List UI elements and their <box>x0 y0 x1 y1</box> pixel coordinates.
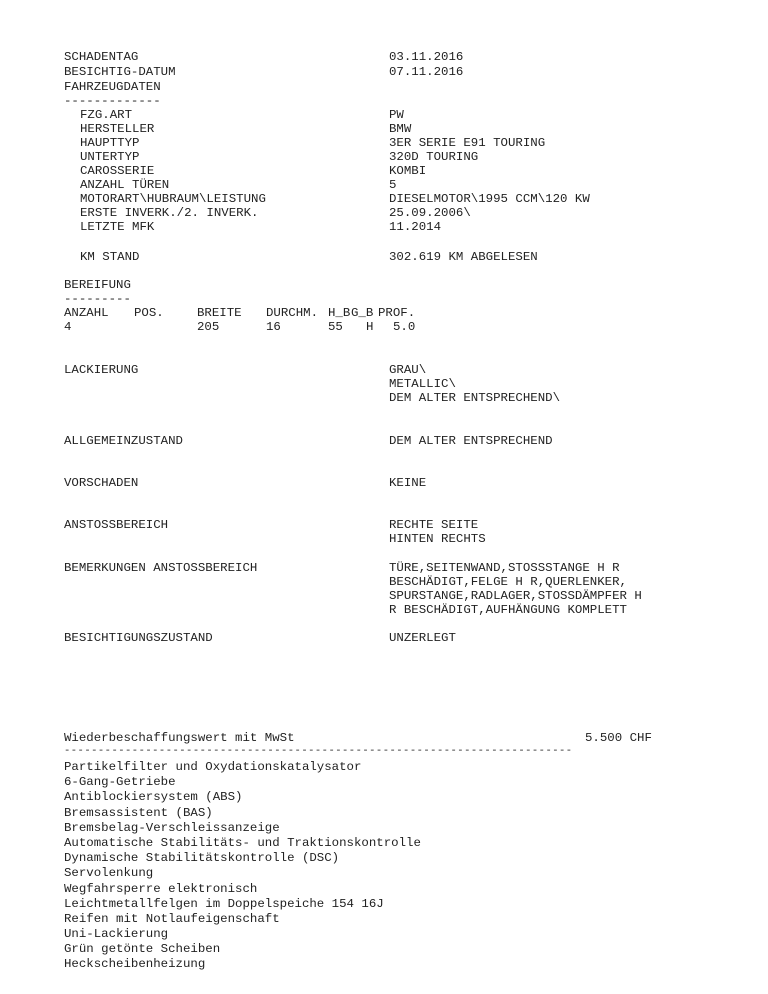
vehicle-label: LETZTE MFK <box>80 220 155 234</box>
tire-col-breite: BREITE <box>197 306 242 320</box>
vehicle-label: CAROSSERIE <box>80 164 155 178</box>
anstossbereich-line: HINTEN RECHTS <box>389 532 486 546</box>
vehicle-value: 11.2014 <box>389 220 442 234</box>
equipment-item: Dynamische Stabilitätskontrolle (DSC) <box>64 851 340 866</box>
tire-gb-value: H <box>366 320 374 334</box>
vorschaden-label: VORSCHADEN <box>64 476 139 490</box>
schadentag-value: 03.11.2016 <box>389 50 464 64</box>
lackierung-line: GRAU\ <box>389 363 427 377</box>
tire-anzahl-value: 4 <box>64 320 72 334</box>
vehicle-value: 25.09.2006\ <box>389 206 471 220</box>
equipment-item: Bremsassistent (BAS) <box>64 805 213 820</box>
vehicle-value: DIESELMOTOR\1995 CCM\120 KW <box>389 192 590 206</box>
equipment-item: Heckscheibenheizung <box>64 957 206 972</box>
km-stand-label: KM STAND <box>80 250 140 264</box>
equipment-item: Bremsbelag-Verschleissanzeige <box>64 820 280 835</box>
bemerkungen-line: BESCHÄDIGT,FELGE H R,QUERLENKER, <box>389 575 627 589</box>
equipment-item: Partikelfilter und Oxydationskatalysator <box>64 760 362 774</box>
vehicle-label: ERSTE INVERK./2. INVERK. <box>80 206 259 220</box>
wiederbeschaffungswert-rule: --------------------------------------------------------------------------- <box>64 745 573 757</box>
tire-col-prof: PROF. <box>378 306 416 320</box>
equipment-item: Uni-Lackierung <box>64 927 169 942</box>
bemerkungen-line: SPURSTANGE,RADLAGER,STOSSDÄMPFER H <box>389 589 642 603</box>
tire-prof-value: 5.0 <box>393 320 416 334</box>
equipment-item: Antiblockiersystem (ABS) <box>64 790 243 805</box>
fahrzeugdaten-heading: FAHRZEUGDATEN <box>64 80 161 94</box>
equipment-item: 6-Gang-Getriebe <box>64 775 176 790</box>
tire-col-anzahl: ANZAHL <box>64 306 109 320</box>
besichtigungszustand-value: UNZERLEGT <box>389 631 456 645</box>
tire-hb-value: 55 <box>328 320 343 334</box>
allgemeinzustand-label: ALLGEMEINZUSTAND <box>64 434 183 448</box>
vehicle-label: FZG.ART <box>80 108 133 122</box>
wiederbeschaffungswert-label: Wiederbeschaffungswert mit MwSt <box>64 731 295 745</box>
equipment-item: Leichtmetallfelgen im Doppelspeiche 154 16J <box>64 896 384 911</box>
bemerkungen-label: BEMERKUNGEN ANSTOSSBEREICH <box>64 561 258 575</box>
bemerkungen-line: TÜRE,SEITENWAND,STOSSSTANGE H R <box>389 561 620 575</box>
vehicle-value: BMW <box>389 122 412 136</box>
lackierung-line: DEM ALTER ENTSPRECHEND\ <box>389 391 561 405</box>
lackierung-label: LACKIERUNG <box>64 363 139 377</box>
anstossbereich-line: RECHTE SEITE <box>389 518 479 532</box>
fahrzeugdaten-rule: ------------- <box>64 94 161 108</box>
equipment-item: Automatische Stabilitäts- und Traktionskontrolle <box>64 835 421 850</box>
equipment-item: Servolenkung <box>64 866 154 881</box>
tire-col-durchm: DURCHM. <box>266 306 319 320</box>
anstossbereich-label: ANSTOSSBEREICH <box>64 518 169 532</box>
besichtig-datum-value: 07.11.2016 <box>389 65 464 79</box>
vehicle-value: KOMBI <box>389 164 427 178</box>
wiederbeschaffungswert-value: 5.500 CHF <box>585 731 652 745</box>
bemerkungen-line: R BESCHÄDIGT,AUFHÄNGUNG KOMPLETT <box>389 603 627 617</box>
vehicle-value: 5 <box>389 178 397 192</box>
tire-col-gb: G_B <box>351 306 374 320</box>
vehicle-label: ANZAHL TÜREN <box>80 178 170 192</box>
equipment-item: Reifen mit Notlaufeigenschaft <box>64 911 280 926</box>
tire-col-hb: H_B <box>328 306 351 320</box>
besichtig-datum-label: BESICHTIG-DATUM <box>64 65 176 79</box>
lackierung-line: METALLIC\ <box>389 377 456 391</box>
bereifung-rule: --------- <box>64 292 131 306</box>
equipment-list <box>64 760 421 973</box>
vehicle-label: HAUPTTYP <box>80 136 140 150</box>
tire-durchm-value: 16 <box>266 320 281 334</box>
km-stand-value: 302.619 KM ABGELESEN <box>389 250 538 264</box>
vehicle-value: 3ER SERIE E91 TOURING <box>389 136 546 150</box>
schadentag-label: SCHADENTAG <box>64 50 139 64</box>
vehicle-label: MOTORART\HUBRAUM\LEISTUNG <box>80 192 266 206</box>
vehicle-label: UNTERTYP <box>80 150 140 164</box>
vehicle-label: HERSTELLER <box>80 122 155 136</box>
vorschaden-value: KEINE <box>389 476 427 490</box>
besichtigungszustand-label: BESICHTIGUNGSZUSTAND <box>64 631 213 645</box>
equipment-item: Wegfahrsperre elektronisch <box>64 881 258 896</box>
bereifung-heading: BEREIFUNG <box>64 278 131 292</box>
tire-col-pos: POS. <box>134 306 164 320</box>
vehicle-value: PW <box>389 108 404 122</box>
tire-breite-value: 205 <box>197 320 220 334</box>
allgemeinzustand-value: DEM ALTER ENTSPRECHEND <box>389 434 553 448</box>
vehicle-value: 320D TOURING <box>389 150 479 164</box>
equipment-item: Grün getönte Scheiben <box>64 942 221 957</box>
